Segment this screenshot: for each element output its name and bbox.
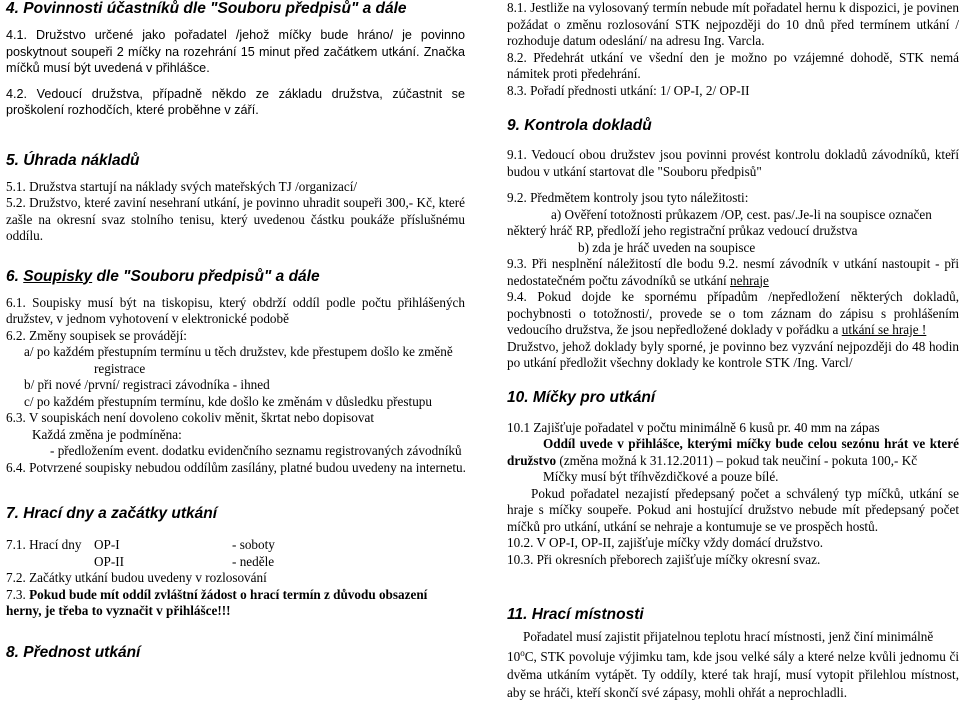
section-8-heading: 8. Přednost utkání	[6, 643, 141, 661]
paragraph-6-4: 6.4. Potvrzené soupisky nebudou oddílům zasílány, platné budou uvedeny na internetu.	[6, 459, 466, 475]
paragraph-9-1: 9.1. Vedoucí obou družstev jsou povinni provést kontrolu dokladů závodníků, kteří budou v utkání startovat dle "Souboru předpisů"	[507, 147, 959, 179]
paragraph-10-2: 10.2. V OP-I, OP-II, zajišťuje míčky vždy domácí družstvo.	[507, 535, 824, 550]
schedule-league: OP-II	[94, 553, 125, 569]
paragraph-6-2-b: b/ při nové /první/ registraci závodníka - ihned	[24, 377, 270, 392]
paragraph-7-3-bold: Pokud bude mít oddíl zvláštní žádost o hrací termín z důvodu obsazení herny, je třeba to vyznačit v přihlášce!!!	[6, 586, 428, 618]
schedule-table	[6, 537, 465, 570]
schedule-day: - neděle	[232, 553, 275, 569]
paragraph-11-2-num: 10	[507, 649, 521, 664]
paragraph-11-2-degree: o	[520, 648, 525, 658]
paragraph-10-1-b	[507, 436, 959, 469]
paragraph-9-3-text: 9.3. Při nesplnění náležitostí dle bodu 9.2. nesmí závodník v utkání nastoupit - při nedostatečném počtu závodníků se utkání	[507, 256, 959, 288]
schedule-day: - soboty	[232, 537, 275, 552]
paragraph-8-3: 8.3. Pořadí přednosti utkání: 1/ OP-I, 2/ OP-II	[507, 82, 750, 98]
paragraph-9-2-a: a) Ověření totožnosti průkazem /OP, cest. pas/.Je-li na soupisce označen	[551, 206, 932, 222]
section-5-heading: 5. Úhrada nákladů	[6, 151, 140, 169]
schedule-row	[6, 554, 465, 571]
paragraph-7-2: 7.2. Začátky utkání budou uvedeny v rozlosování	[6, 570, 267, 585]
right-column	[507, 0, 959, 702]
paragraph-6-2-a: a/ po každém přestupním termínu u těch družstev, kde přestupem došlo ke změně	[24, 344, 453, 359]
paragraph-7-3	[6, 587, 465, 620]
schedule-row	[6, 537, 465, 554]
paragraph-8-1: 8.1. Jestliže na vylosovaný termín nebude mít pořadatel hernu k dispozici, je povinen požádat o změnu rozlosování STK nejpozději do 10 dnů před termínem utkání / rozhoduje datum odeslání/ na adresu Ing. Varcla.	[507, 0, 959, 48]
paragraph-10-1: 10.1 Zajišťuje pořadatel v počtu minimálně 6 kusů pr. 40 mm na zápas	[507, 419, 880, 435]
paragraph-11-2	[507, 648, 959, 702]
paragraph-6-2-a-cont: registrace	[94, 360, 146, 376]
paragraph-4-2: 4.2. Vedoucí družstva, případně někdo ze základu družstva, zúčastnit se proškolení rozhodčích, které proběhne v září.	[6, 86, 465, 117]
section-6-heading-suffix: dle "Souboru předpisů" a dále	[92, 267, 320, 285]
paragraph-9-2-a-cont: některý hráč RP, předloží jeho registrační průkaz vedoucí družstva	[507, 223, 858, 238]
paragraph-9-4-text: 9.4. Pokud dojde ke spornému případům /nepředložení některých dokladů, pochybnosti o totožnosti/, provede se o tom záznam do zápisu s prohlášením vedoucího družstva, že jsou nepředložené doklady v pořádku a	[507, 289, 959, 337]
paragraph-6-3-a: Každá změna je podmíněna:	[32, 426, 182, 442]
schedule-league: OP-I	[94, 537, 120, 552]
paragraph-9-4	[507, 289, 959, 339]
paragraph-10-1-d: Pokud pořadatel nezajistí předepsaný počet a schválený typ míčků, utkání se hraje s míčky soupeře. Pokud ani hostující družstvo nebude mít předepsaný počet míčků pro utkání, utkání se nehraje a kontumuje se ve prospěch hostů.	[507, 485, 959, 534]
paragraph-10-1-b-bold: Oddíl uvede v přihlášce, kterými míčky bude celou sezónu hrát ve které družstvo	[507, 436, 959, 468]
paragraph-9-4-hraje: utkání se hraje !	[841, 322, 927, 337]
paragraph-6-3: 6.3. V soupiskách není dovoleno cokoliv měnit, škrtat nebo dopisovat	[6, 410, 374, 425]
paragraph-11-1: Pořadatel musí zajistit přijatelnou teplotu hrací místnosti, jenž činí minimálně	[523, 629, 934, 644]
paragraph-7-3-prefix: 7.3.	[6, 586, 30, 602]
schedule-label: 7.1. Hrací dny	[6, 537, 82, 552]
paragraph-9-2: 9.2. Předmětem kontroly jsou tyto náležitosti:	[507, 190, 749, 205]
paragraph-5-2: 5.2. Družstvo, které zaviní nesehraní utkání, je povinno uhradit soupeři 300,- Kč, které zašle na okresní svaz stolního tenisu, který uvedenou částku poukáže příslušnému oddílu.	[6, 195, 465, 243]
paragraph-6-1: 6.1. Soupisky musí být na tiskopisu, který obdrží oddíl podle počtu přihlášených družstev, v jednom vyhotovení v elektronické podobě	[6, 294, 465, 326]
paragraph-5-1: 5.1. Družstva startují na náklady svých mateřských TJ /organizací/	[6, 178, 358, 194]
paragraph-11-2-rest: C, STK povoluje výjimku tam, kde jsou velké sály a které nelze kvůli jednomu či dvěma utkáním vytápět. Ty oddíly, které tak hrají, musí vytopit přilehlou místnost, aby se hráči, kteří skončí své zápasy, mohli ohřát a neprochladli.	[507, 649, 959, 700]
paragraph-6-2: 6.2. Změny soupisek se provádějí:	[6, 327, 187, 343]
paragraph-9-2-b: b) zda je hráč uveden na soupisce	[578, 239, 756, 255]
paragraph-8-2: 8.2. Předehrát utkání ve všední den je možno po vzájemné dohodě, STK nemá námitek proti předehrání.	[507, 49, 959, 81]
paragraph-9-3	[507, 256, 959, 289]
paragraph-9-3-nehraje: nehraje	[730, 272, 769, 288]
paragraph-4-1: 4.1. Družstvo určené jako pořadatel /jehož míčky bude hráno/ je povinno poskytnout soupeři 2 míčky na rozehrání 15 minut před začátkem utkání. Značka míčků musí být uvedená v přihlášce.	[6, 28, 465, 75]
section-6-heading	[6, 268, 465, 286]
section-10-heading: 10. Míčky pro utkání	[507, 388, 656, 406]
paragraph-9-4-b: Družstvo, jehož doklady byly sporné, je povinno bez vyzvání nejpozději do 48 hodin po utkání předložit všechny doklady ke kontrole STK /Ing. Varcl/	[507, 338, 959, 370]
left-column	[6, 0, 465, 662]
paragraph-10-3: 10.3. Při okresních přeborech zajišťuje míčky okresní svaz.	[507, 551, 821, 567]
section-6-heading-prefix: 6.	[6, 267, 24, 285]
section-11-heading: 11. Hrací místnosti	[507, 606, 644, 623]
section-4-heading: 4. Povinnosti účastníků dle "Souboru předpisů" a dále	[6, 0, 407, 17]
paragraph-10-1-b-rest: (změna možná k 31.12.2011) – pokud tak neučiní - pokuta 100,- Kč	[556, 452, 918, 468]
section-9-heading: 9. Kontrola dokladů	[507, 117, 652, 134]
paragraph-6-2-c: c/ po každém přestupním termínu, kde došlo ke změnám v důsledku přestupu	[24, 393, 432, 409]
section-6-heading-soupisky: Soupisky	[23, 267, 93, 285]
paragraph-6-3-b: - předložením event. dodatku evidenčního seznamu registrovaných závodníků	[50, 443, 462, 458]
section-7-heading: 7. Hrací dny a začátky utkání	[6, 505, 218, 522]
paragraph-10-1-c: Míčky musí být tříhvězdičkové a pouze bílé.	[543, 469, 779, 484]
